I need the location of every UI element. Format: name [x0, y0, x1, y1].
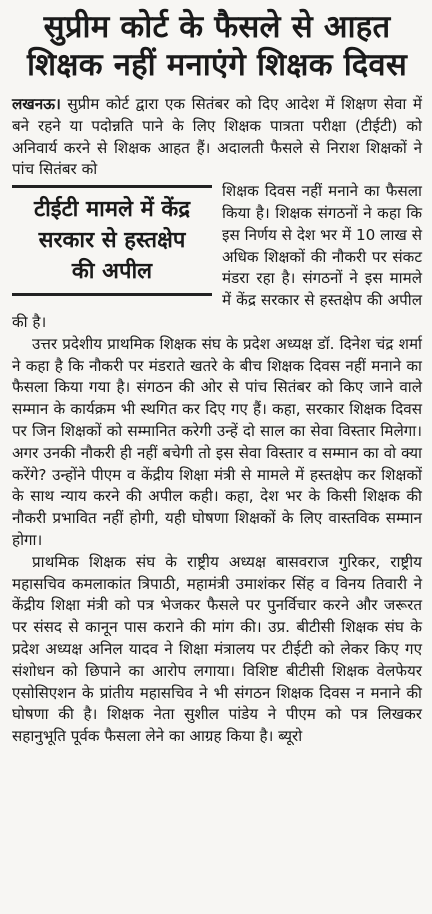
pull-quote-line-2: सरकार से हस्तक्षेप: [38, 228, 186, 254]
pull-quote-line-1: टीईटी मामले में केंद्र: [33, 197, 190, 223]
pull-quote: [12, 185, 212, 296]
paragraph-2: उत्तर प्रदेशीय प्राथमिक शिक्षक संघ के प्रदेश अध्यक्ष डॉ. दिनेश चंद्र शर्मा ने कहा है कि नौकरी पर मंडराते खतरे के बीच शिक्षक दिवस नहीं मनाने का फैसला किया गया है। संगठन की ओर से पांच सितंबर को किए जाने वाले सम्मान के कार्यक्रम भी स्थगित कर दिए गए हैं। कहा, सरकार शिक्षक दिवस पर जिन शिक्षकों को सम्मानित करेगी उन्हें दो साल का सेवा विस्तार मिलेगा। अगर उनकी नौकरी ही नहीं बचेगी तो इस सेवा विस्तार व सम्मान का वो क्या करेंगे? उन्होंने पीएम व केंद्रीय शिक्षा मंत्री से मामले में हस्तक्षेप कर शिक्षकों के साथ न्याय करने की अपील कही। कहा, देश भर के किसी शिक्षक की नौकरी प्रभावित नहीं होगी, यही घोषणा शिक्षकों के लिए वास्तविक सम्मान होगा।: [12, 334, 422, 549]
dateline: लखनऊ।: [12, 95, 61, 113]
headline-line-2: शिक्षक नहीं मनाएंगे शिक्षक दिवस: [26, 47, 407, 83]
paragraph-1: [12, 94, 422, 181]
headline-line-1: सुप्रीम कोर्ट के फैसले से आहत: [43, 9, 391, 45]
article-body: [12, 94, 422, 748]
paragraph-1-continued: शिक्षक दिवस नहीं मनाने का फैसला किया है। शिक्षक संगठनों ने कहा कि इस निर्णय से देश भर में 10 लाख से अधिक शिक्षकों की नौकरी पर संकट मंडरा रहा है। संगठनों ने इस मामले में केंद्र सरकार से हस्तक्षेप की अपील की है।: [12, 182, 422, 331]
headline: [12, 8, 422, 84]
pull-quote-line-3: की अपील: [71, 259, 153, 285]
paragraph-3: प्राथमिक शिक्षक संघ के राष्ट्रीय अध्यक्ष बासवराज गुरिकर, राष्ट्रीय महासचिव कमलाकांत त्रिपाठी, महामंत्री उमाशंकर सिंह व विनय तिवारी ने केंद्रीय शिक्षा मंत्री को पत्र भेजकर फैसले पर पुनर्विचार करने और जरूरत पर संसद से कानून पास कराने की मांग की। उप्र. बीटीसी शिक्षक संघ के प्रदेश अध्यक्ष अनिल यादव ने शिक्षा मंत्रालय पर टीईटी को लेकर किए गए संशोधन को छिपाने का आरोप लगाया। विशिष्ट बीटीसी शिक्षक वेलफेयर एसोसिएशन के प्रांतीय महासचिव ने भी संगठन शिक्षक दिवस न मनाने की घोषणा की है। शिक्षक नेता सुशील पांडेय ने पीएम को पत्र लिखकर सहानुभूति पूर्वक फैसला लेने का आग्रह किया है। ब्यूरो: [12, 552, 422, 746]
paragraph-1-text-a: सुप्रीम कोर्ट द्वारा एक सितंबर को दिए आदेश में शिक्षण सेवा में बने रहने या पदोन्नति पाने के लिए शिक्षक पात्रता परीक्षा (टीईटी) को अनिवार्य करने से शिक्षक आहत हैं। अदालती फैसले से निराश शिक्षकों ने पांच सितंबर को: [12, 95, 422, 179]
